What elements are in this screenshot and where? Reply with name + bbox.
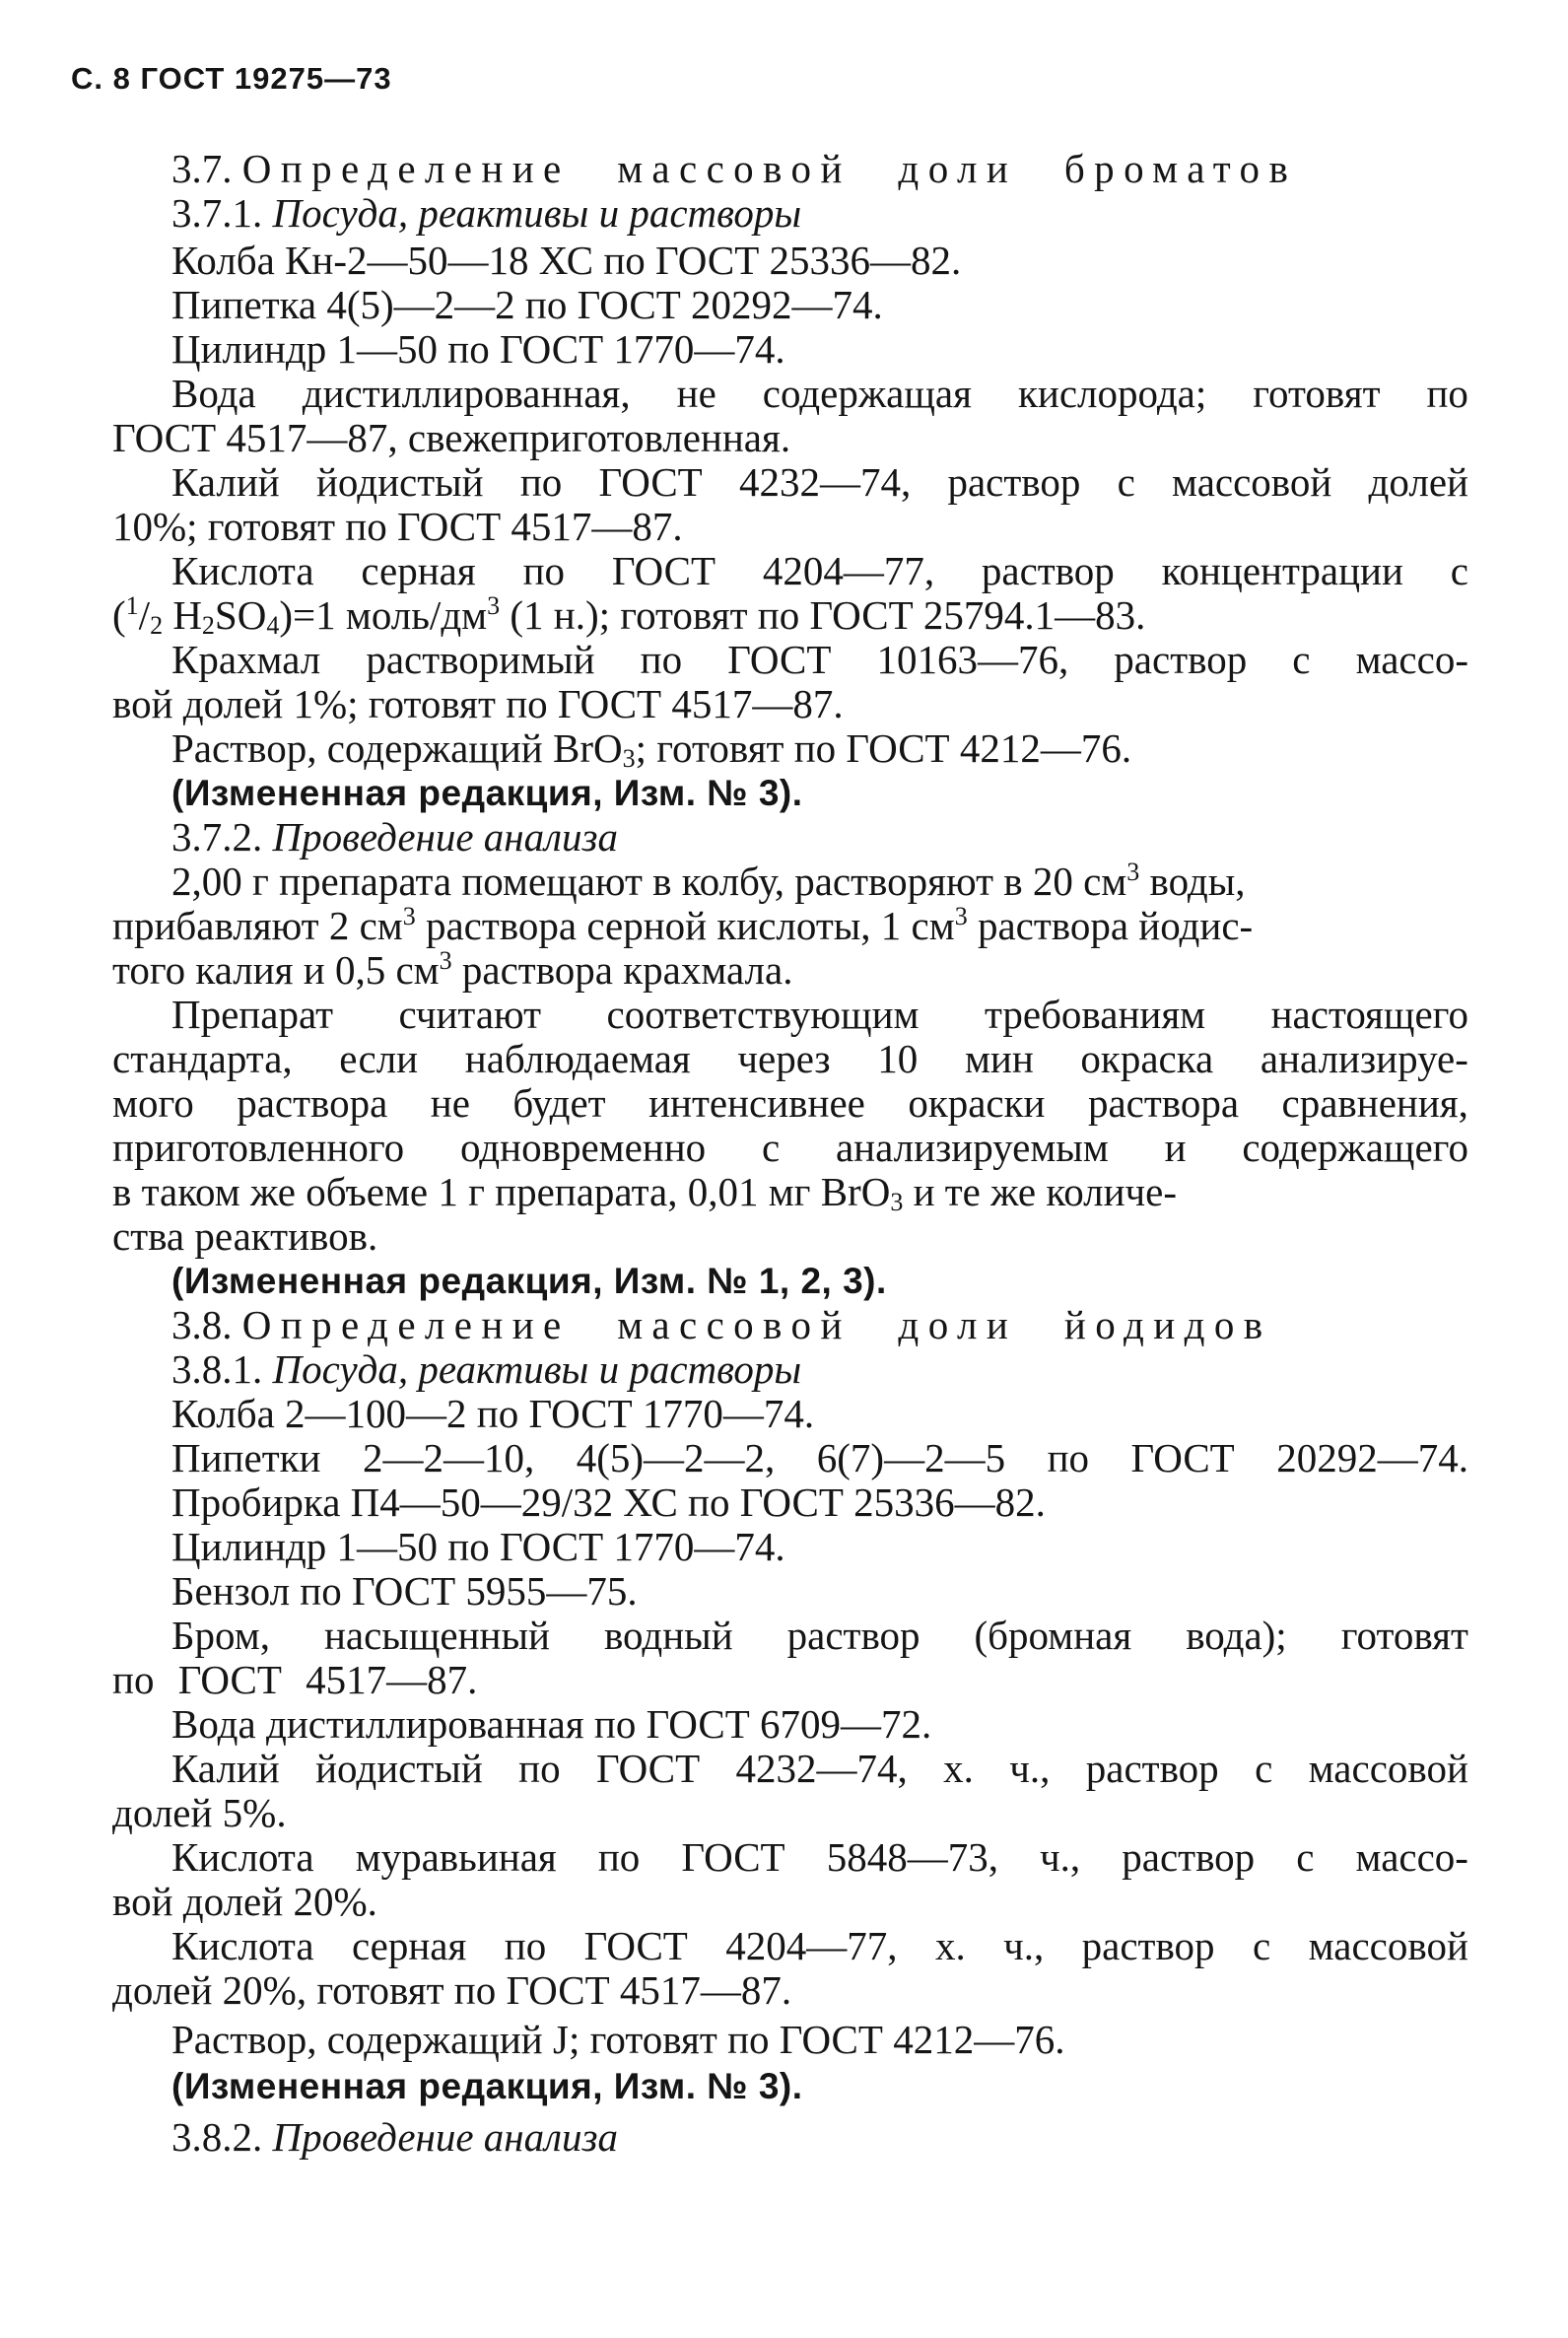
paragraph-line <box>112 1036 1468 1081</box>
subsection-number: 3.7.1. <box>171 190 263 236</box>
word: не <box>676 371 716 416</box>
word: 4(5)—2—2, <box>576 1435 776 1480</box>
paragraph-line: по ГОСТ 4517—87. <box>112 1657 478 1702</box>
word: массо- <box>1355 1834 1468 1880</box>
word: дистиллированная, <box>302 371 631 416</box>
subscript: 2 <box>150 611 164 640</box>
section-title: Определение массовой доли йодидов <box>241 1302 1272 1347</box>
section-heading-3-7 <box>171 146 1298 191</box>
subscript: 3 <box>890 1188 904 1216</box>
word: растворимый <box>366 637 595 682</box>
paragraph-line <box>171 1923 1468 1968</box>
paragraph-line: вой долей 20%. <box>112 1879 377 1924</box>
paragraph-line <box>171 637 1468 682</box>
subsection-heading-3-7-1 <box>171 190 802 236</box>
word: Вода <box>171 371 256 416</box>
text-fragment: того калия и 0,5 см <box>112 947 440 993</box>
paragraph-line: Раствор, содержащий J; готовят по ГОСТ 4212—76. <box>171 2017 1065 2062</box>
text-fragment: прибавляют 2 см <box>112 903 403 948</box>
word: йодистый <box>315 459 484 505</box>
word: содержащего <box>1242 1125 1468 1170</box>
word: по <box>518 1746 561 1791</box>
paragraph-line: Колба 2—100—2 по ГОСТ 1770—74. <box>171 1391 815 1436</box>
paragraph-line <box>171 992 1468 1037</box>
word: Калий <box>171 1746 280 1791</box>
word: Кислота <box>171 548 314 593</box>
word: стандарта, <box>112 1036 293 1081</box>
word: Кислота <box>171 1834 314 1880</box>
text-fragment: H <box>163 592 202 638</box>
word: по <box>504 1923 547 1968</box>
word: считают <box>398 992 542 1037</box>
word: раствор <box>1085 1746 1219 1791</box>
word: Кислота <box>171 1923 314 1968</box>
paragraph-line <box>171 725 1132 773</box>
word: требованиям <box>984 992 1206 1037</box>
word: раствор <box>1081 1923 1215 1968</box>
text-fragment: ( <box>112 592 126 638</box>
line-text <box>171 858 1246 904</box>
amendment-note: (Измененная редакция, Изм. № 1, 2, 3). <box>171 1261 887 1301</box>
word: ч., <box>1009 1746 1051 1791</box>
superscript: 3 <box>439 946 452 975</box>
paragraph-line: Пипетка 4(5)—2—2 по ГОСТ 20292—74. <box>171 282 883 327</box>
word: мого <box>112 1080 194 1126</box>
paragraph-line: Вода дистиллированная по ГОСТ 6709—72. <box>171 1701 932 1747</box>
text-fragment: раствора серной кислоты, 1 см <box>415 903 955 948</box>
word: содержащая <box>762 371 972 416</box>
word: раствора <box>1087 1080 1240 1126</box>
word: ГОСТ <box>727 637 832 682</box>
word: ГОСТ <box>598 459 703 505</box>
paragraph-line: Цилиндр 1—50 по ГОСТ 1770—74. <box>171 1524 785 1569</box>
text-fragment: в таком же объеме 1 г препарата, 0,01 мг BrO <box>112 1169 891 1214</box>
word: серная <box>361 548 476 593</box>
word: 20292—74. <box>1276 1435 1468 1480</box>
subsection-title: Проведение анализа <box>272 814 619 860</box>
word: 10 <box>877 1036 919 1081</box>
word: мин <box>964 1036 1034 1081</box>
superscript: 3 <box>954 902 968 930</box>
section-number: 3.7. <box>171 146 233 191</box>
paragraph-line: долей 20%, готовят по ГОСТ 4517—87. <box>112 1967 792 2013</box>
word: кислорода; <box>1017 371 1207 416</box>
word: вода); <box>1186 1613 1287 1658</box>
text-fragment: ; готовят по ГОСТ 4212—76. <box>635 725 1132 771</box>
word: будет <box>512 1080 606 1126</box>
formula-line <box>112 591 1146 640</box>
paragraph-line: ства реактивов. <box>112 1213 378 1259</box>
subsection-heading-3-8-1 <box>171 1346 802 1392</box>
word: Препарат <box>171 992 333 1037</box>
subsection-heading-3-7-2 <box>171 814 619 860</box>
text-fragment: SO <box>214 592 267 638</box>
word: по <box>640 637 683 682</box>
section-number: 3.8. <box>171 1302 233 1347</box>
word: и <box>1164 1125 1187 1170</box>
word: с <box>1296 1834 1315 1880</box>
word: концентрации <box>1161 548 1403 593</box>
word: по <box>597 1834 641 1880</box>
word: массовой <box>1308 1746 1468 1791</box>
subsection-title: Посуда, реактивы и растворы <box>272 190 802 236</box>
word: 4204—77, <box>725 1923 898 1968</box>
word: если <box>339 1036 419 1081</box>
word: раствор <box>1114 637 1248 682</box>
word: по <box>519 459 563 505</box>
paragraph-line <box>171 1834 1468 1880</box>
word: 5848—73, <box>826 1834 998 1880</box>
word: окраски <box>908 1080 1046 1126</box>
line-text <box>112 902 1254 948</box>
text-fragment: Раствор, содержащий BrO <box>171 725 623 771</box>
subsection-title: Посуда, реактивы и растворы <box>272 1346 802 1392</box>
word: готовят <box>1340 1613 1468 1658</box>
superscript: 3 <box>402 902 416 930</box>
word: с <box>1255 1746 1273 1791</box>
word: ч., <box>1003 1923 1045 1968</box>
word: насыщенный <box>323 1613 550 1658</box>
paragraph-line <box>171 1435 1468 1480</box>
word: с <box>1292 637 1311 682</box>
subsection-number: 3.7.2. <box>171 814 263 860</box>
word: ч., <box>1040 1834 1081 1880</box>
word: ГОСТ <box>611 548 716 593</box>
word: соответствующим <box>606 992 920 1037</box>
paragraph-line <box>171 1746 1468 1791</box>
paragraph-line: долей 5%. <box>112 1790 287 1835</box>
paragraph-line <box>112 946 793 993</box>
text-fragment: раствора крахмала. <box>451 947 793 993</box>
word: водный <box>603 1613 733 1658</box>
paragraph-line <box>171 459 1468 505</box>
word: 4232—74, <box>735 1746 908 1791</box>
word: массо- <box>1355 637 1468 682</box>
paragraph-line <box>112 1080 1468 1126</box>
superscript: 1 <box>125 591 139 620</box>
paragraph-line <box>171 1613 1468 1658</box>
paragraph-line: Цилиндр 1—50 по ГОСТ 1770—74. <box>171 326 785 372</box>
word: не <box>430 1080 470 1126</box>
word: йодистый <box>315 1746 483 1791</box>
subsection-number: 3.8.1. <box>171 1346 263 1392</box>
section-heading-3-8 <box>171 1302 1272 1347</box>
subscript: 2 <box>201 611 215 640</box>
word: с <box>1252 1923 1271 1968</box>
paragraph-line <box>112 1169 1468 1216</box>
word: муравьиная <box>355 1834 557 1880</box>
paragraph-line: ГОСТ 4517—87, свежеприготовленная. <box>112 415 791 460</box>
word: интенсивнее <box>648 1080 865 1126</box>
subsection-number: 3.8.2. <box>171 2114 263 2160</box>
superscript: 3 <box>487 591 501 620</box>
subsection-heading-3-8-2 <box>171 2114 619 2160</box>
word: массовой <box>1308 1923 1468 1968</box>
word: наблюдаемая <box>464 1036 691 1081</box>
word: раствор <box>1122 1834 1256 1880</box>
word: раствора <box>237 1080 388 1126</box>
paragraph-line: 10%; готовят по ГОСТ 4517—87. <box>112 504 683 549</box>
text-fragment: 2,00 г препарата помещают в колбу, растворяют в 20 см <box>171 859 1127 904</box>
word: Бром, <box>171 1613 270 1658</box>
text-fragment: (1 н.); готовят по ГОСТ 25794.1—83. <box>500 592 1146 638</box>
word: анализируе- <box>1260 1036 1468 1081</box>
word: 4232—74, <box>738 459 912 505</box>
word: ГОСТ <box>1130 1435 1235 1480</box>
word: серная <box>351 1923 467 1968</box>
word: раствор <box>947 459 1081 505</box>
word: с <box>761 1125 781 1170</box>
word: Пипетки <box>171 1435 321 1480</box>
word: 4204—77, <box>762 548 935 593</box>
word: Крахмал <box>171 637 321 682</box>
paragraph-line: Бензол по ГОСТ 5955—75. <box>171 1568 638 1614</box>
text-fragment: раствора йодис- <box>967 903 1254 948</box>
subsection-title: Проведение анализа <box>272 2114 619 2160</box>
paragraph-line <box>171 371 1468 416</box>
paragraph-line <box>171 548 1468 593</box>
paragraph-line: вой долей 1%; готовят по ГОСТ 4517—87. <box>112 681 844 726</box>
word: по <box>522 548 566 593</box>
word: Калий <box>171 459 280 505</box>
word: ГОСТ <box>583 1923 688 1968</box>
text-fragment: )=1 моль/дм <box>279 592 488 638</box>
word: ГОСТ <box>595 1746 701 1791</box>
word: сравнения, <box>1281 1080 1468 1126</box>
word: по <box>1426 371 1468 416</box>
amendment-note: (Измененная редакция, Изм. № 3). <box>171 2066 803 2106</box>
word: (бромная <box>974 1613 1132 1658</box>
text-fragment: и те же количе- <box>903 1169 1178 1214</box>
paragraph-line <box>112 902 1468 948</box>
word: настоящего <box>1270 992 1468 1037</box>
word: х. <box>934 1923 966 1968</box>
subscript: 4 <box>266 611 280 640</box>
paragraph-line: Пробирка П4—50—29/32 ХС по ГОСТ 25336—82. <box>171 1479 1046 1525</box>
word: 6(7)—2—5 <box>816 1435 1006 1480</box>
page-header: С. 8 ГОСТ 19275—73 <box>71 61 392 96</box>
word: раствор <box>981 548 1115 593</box>
word: окраска <box>1080 1036 1214 1081</box>
text-fragment: / <box>138 592 151 638</box>
word: анализируемым <box>835 1125 1109 1170</box>
section-title: Определение массовой доли броматов <box>241 146 1298 191</box>
paragraph-line: Колба Кн-2—50—18 ХС по ГОСТ 25336—82. <box>171 238 962 283</box>
amendment-note: (Измененная редакция, Изм. № 3). <box>171 773 803 813</box>
superscript: 3 <box>1126 858 1140 886</box>
word: массовой <box>1172 459 1332 505</box>
paragraph-line <box>171 858 1468 904</box>
word: раствор <box>786 1613 920 1658</box>
word: с <box>1117 459 1135 505</box>
word: х. <box>943 1746 974 1791</box>
word: через <box>737 1036 831 1081</box>
word: с <box>1450 548 1468 593</box>
text-fragment: воды, <box>1139 859 1246 904</box>
subscript: 3 <box>622 744 636 773</box>
word: по <box>1047 1435 1090 1480</box>
paragraph-line <box>112 1125 1468 1170</box>
word: приготовленного <box>112 1125 405 1170</box>
word: ГОСТ <box>681 1834 785 1880</box>
word: готовят <box>1253 371 1381 416</box>
word: одновременно <box>459 1125 707 1170</box>
word: долей <box>1368 459 1468 505</box>
word: 2—2—10, <box>362 1435 535 1480</box>
line-text <box>112 1169 1178 1216</box>
word: 10163—76, <box>876 637 1069 682</box>
